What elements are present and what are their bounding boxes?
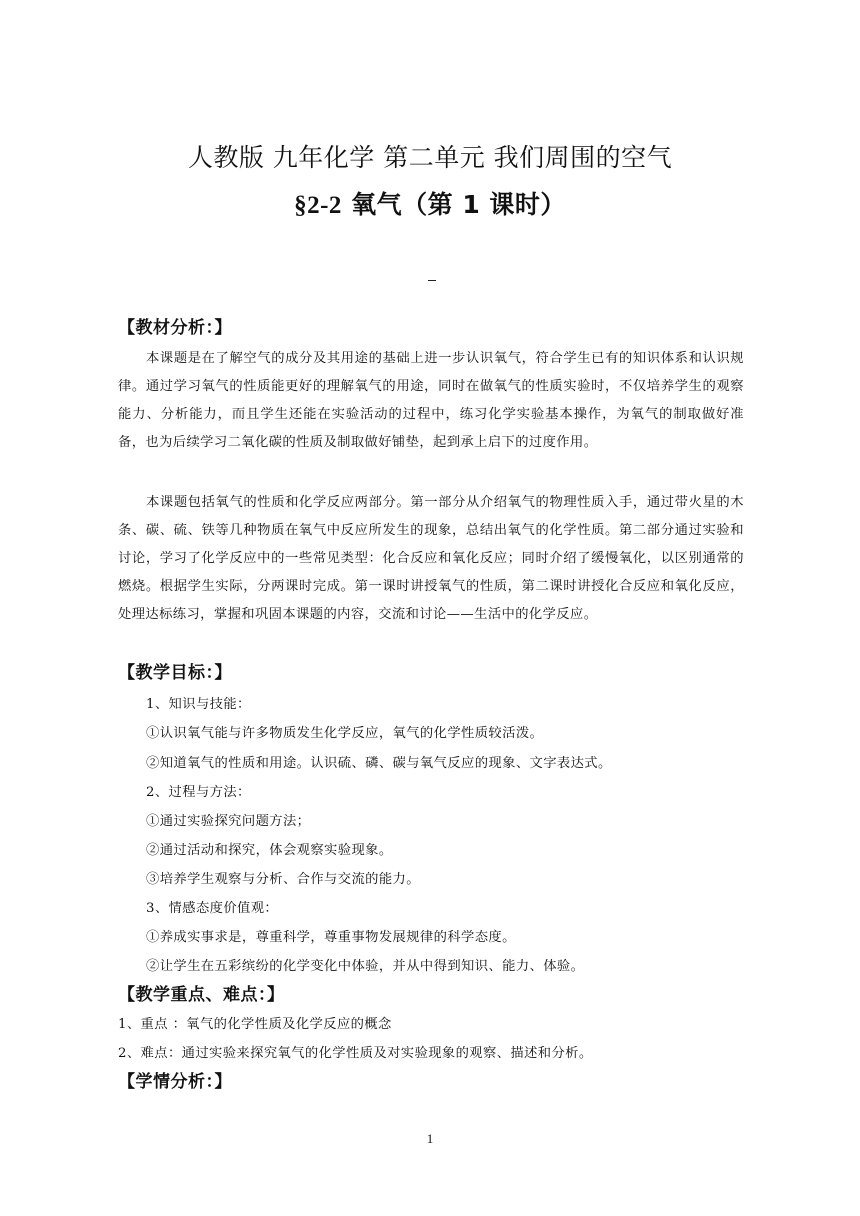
heading-material-analysis: 【教材分析：】 — [118, 318, 232, 338]
key-point-item: 1、重点 ：氧气的化学性质及化学反应的概念 — [118, 1017, 392, 1032]
goal-item: ①通过实验探究问题方法； — [146, 814, 311, 829]
heading-teaching-goals: 【教学目标：】 — [118, 663, 232, 683]
section-number: §2-2 — [294, 192, 342, 219]
lesson-title-text: 氧气（第 1 课时） — [341, 190, 566, 219]
difficult-point-item: 2、难点：通过实验来探究氧气的化学性质及对实验现象的观察、描述和分析。 — [118, 1046, 593, 1061]
goal-item: ③培养学生观察与分析、合作与交流的能力。 — [146, 872, 420, 887]
goal-item: ①养成实事求是，尊重科学，尊重事物发展规律的科学态度。 — [146, 930, 516, 945]
heading-student-analysis: 【学情分析：】 — [118, 1072, 232, 1092]
goal-item: 2、过程与方法： — [146, 785, 251, 800]
heading-key-points: 【教学重点、难点：】 — [118, 985, 285, 1005]
material-analysis-paragraph-2: 本课题包括氧气的性质和化学反应两部分。第一部分从介绍氧气的物理性质入手，通过带火星的木条、碳、硫、铁等几种物质在氧气中反应所发生的现象，总结出氧气的化学性质。第二部分通过实验和讨论，学习了化学反应中的一些常见类型：化合反应和氧化反应；同时介绍了缓慢氧化，以区别通常的燃烧。根据学生实际，分两课时完成。第一课时讲授氧气的性质，第二课时讲授化合反应和氧化反应，处理达标练习，掌握和巩固本课题的内容，交流和讨论——生活中的化学反应。 — [118, 495, 744, 622]
document-title: 人教版 九年化学 第二单元 我们周围的空气 — [187, 143, 673, 172]
goal-item: ①认识氧气能与许多物质发生化学反应，氧气的化学性质较活泼。 — [146, 726, 544, 741]
goal-item: ②知道氧气的性质和用途。认识硫、磷、碳与氧气反应的现象、文字表达式。 — [146, 756, 612, 771]
small-dash-mark — [428, 280, 436, 281]
goal-item: 3、情感态度价值观： — [146, 901, 279, 916]
material-analysis-paragraph-1: 本课题是在了解空气的成分及其用途的基础上进一步认识氧气，符合学生已有的知识体系和认识规律。通过学习氧气的性质能更好的理解氧气的用途，同时在做氧气的性质实验时，不仅培养学生的观察能力、分析能力，而且学生还能在实验活动的过程中，练习化学实验基本操作，为氧气的制取做好准备，也为后续学习二氧化碳的性质及制取做好铺垫，起到承上启下的过度作用。 — [118, 351, 744, 450]
lesson-title — [0, 188, 860, 223]
goal-item: ②通过活动和探究，体会观察实验现象。 — [146, 843, 393, 858]
goal-item: 1、知识与技能： — [146, 697, 251, 712]
page-number: 1 — [426, 1131, 434, 1146]
goal-item: ②让学生在五彩缤纷的化学变化中体验，并从中得到知识、能力、体验。 — [146, 959, 585, 974]
